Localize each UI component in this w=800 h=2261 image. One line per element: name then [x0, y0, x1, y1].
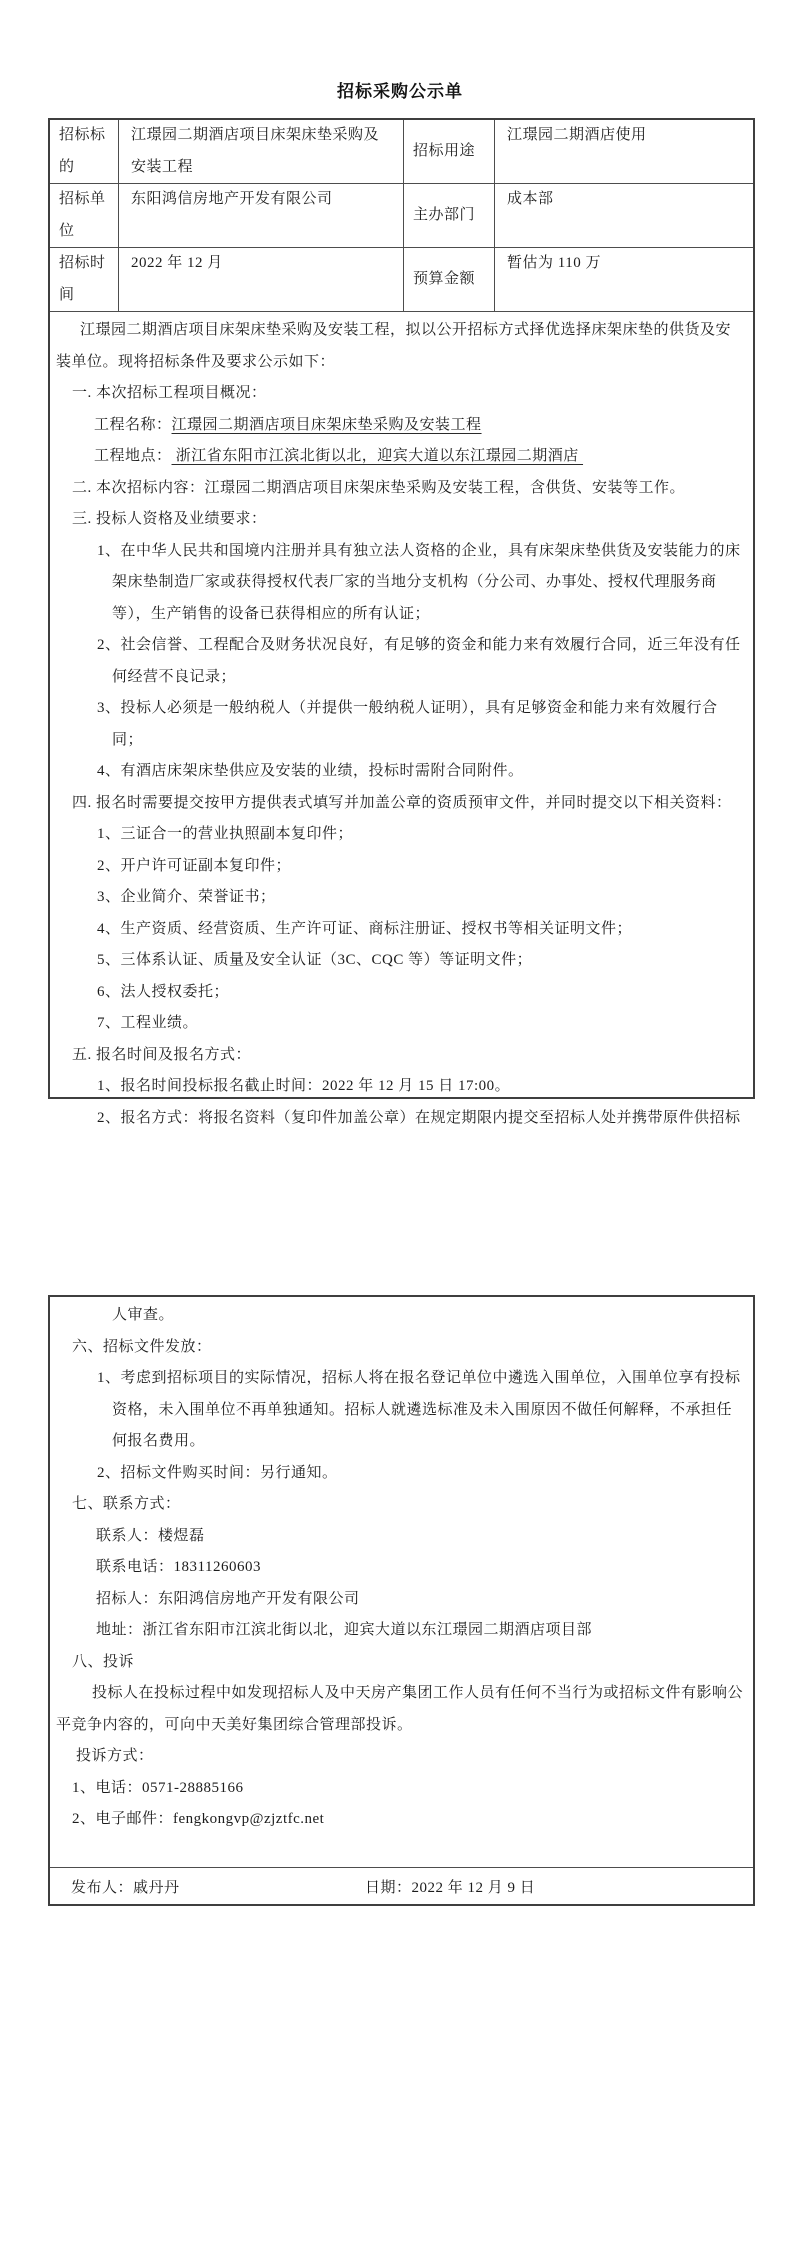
page2-body: [50, 1297, 753, 1867]
info-label-tender-unit: 招标单位: [50, 184, 119, 248]
project-site-value: 浙江省东阳市江滨北街以北，迎宾大道以东江璟园二期酒店: [171, 448, 584, 464]
complaint-paragraph: 投标人在投标过程中如发现招标人及中天房产集团工作人员有任何不当行为或招标文件有影响公平竞争内容的，可向中天美好集团综合管理部投诉。: [56, 1685, 744, 1733]
section3-item: 3、投标人必须是一般纳税人（并提供一般纳税人证明），具有足够资金和能力来有效履行合同；: [97, 700, 718, 748]
publisher: 发布人：戚丹丹: [71, 1879, 180, 1896]
info-value-purpose: 江璟园二期酒店使用: [495, 120, 753, 184]
section7-heading: 七、联系方式：: [72, 1496, 181, 1512]
section6-heading: 六、招标文件发放：: [72, 1338, 212, 1355]
tenderer-line: 招标人：东阳鸿信房地产开发有限公司: [96, 1590, 360, 1607]
section3-heading: 三. 投标人资格及业绩要求：: [72, 511, 267, 527]
publish-date: 日期：2022 年 12 月 9 日: [365, 1879, 536, 1896]
section1-heading: 一. 本次招标工程项目概况：: [72, 385, 267, 401]
page2-table: [48, 1295, 755, 1906]
info-value-tender-unit: 东阳鸿信房地产开发有限公司: [119, 184, 404, 248]
section5-heading: 五. 报名时间及报名方式：: [72, 1046, 252, 1063]
section8-heading: 八、投诉: [72, 1653, 135, 1670]
info-label-budget: 预算金额: [404, 248, 495, 312]
section4-item: 6、法人授权委托；: [97, 983, 230, 1000]
contact-phone-line: 联系电话：18311260603: [96, 1559, 261, 1575]
section4-item: 1、三证合一的营业执照副本复印件；: [97, 826, 354, 842]
info-label-subject: 招标标的: [50, 120, 119, 184]
section3-item: 4、有酒店床架床垫供应及安装的业绩，投标时需附合同附件。: [97, 763, 524, 779]
section3-item: 1、在中华人民共和国境内注册并具有独立法人资格的企业，具有床架床垫供货及安装能力的床架床垫制造厂家或获得授权代表厂家的当地分支机构（分公司、办事处、授权代理服务商等），生产销售的设备已获得相应的所有认证；: [97, 542, 741, 622]
section4-heading: 四. 报名时需要提交按甲方提供表式填写并加盖公章的资质预审文件，并同时提交以下相关资料：: [72, 794, 732, 811]
section4-item: 7、工程业绩。: [97, 1015, 199, 1031]
section4-item: 4、生产资质、经营资质、生产许可证、商标注册证、授权书等相关证明文件；: [97, 920, 633, 937]
section6-item: 2、招标文件购买时间：另行通知。: [97, 1464, 338, 1481]
intro-paragraph: 江璟园二期酒店项目床架床垫采购及安装工程，拟以公开招标方式择优选择床架床垫的供货及安装单位。现将招标条件及要求公示如下：: [56, 322, 732, 370]
section6-item: 1、考虑到招标项目的实际情况，招标人将在报名登记单位中遴选入围单位，入围单位享有投标资格，未入围单位不再单独通知。招标人就遴选标准及未入围原因不做任何解释，不承担任何报名费用。: [97, 1370, 741, 1449]
complaint-method-heading: 投诉方式：: [76, 1748, 154, 1764]
complaint-phone-line: 1、电话：0571-28885166: [72, 1779, 244, 1796]
info-value-host-department: 成本部: [495, 184, 753, 248]
continuation-line: 人审查。: [112, 1307, 175, 1323]
info-value-subject: 江璟园二期酒店项目床架床垫采购及安装工程: [119, 120, 404, 184]
page1-body: [50, 312, 753, 1126]
section4-item: 5、三体系认证、质量及安全认证（3C、CQC 等）等证明文件；: [97, 952, 533, 968]
complaint-email-line: 2、电子邮件：fengkongvp@zjztfc.net: [72, 1811, 325, 1827]
address-line: 地址：浙江省东阳市江滨北街以北，迎宾大道以东江璟园二期酒店项目部: [96, 1622, 593, 1638]
project-name-line: [56, 410, 745, 442]
section2-heading: 二. 本次招标内容：江璟园二期酒店项目床架床垫采购及安装工程，含供货、安装等工作。: [72, 479, 686, 496]
page1-table: [48, 118, 755, 1126]
info-label-tender-time: 招标时间: [50, 248, 119, 312]
info-value-tender-time: 2022 年 12 月: [119, 248, 404, 312]
section5-item: 2、报名方式：将报名资料（复印件加盖公章）在规定期限内提交至招标人处并携带原件供招标: [97, 1109, 741, 1126]
info-label-purpose: 招标用途: [404, 120, 495, 184]
project-name-label: 工程名称：: [94, 416, 172, 433]
section3-item: 2、社会信誉、工程配合及财务状况良好，有足够的资金和能力来有效履行合同，近三年没有任何经营不良记录；: [97, 637, 741, 685]
footer-row: [50, 1867, 753, 1904]
info-label-host-department: 主办部门: [404, 184, 495, 248]
info-value-budget: 暂估为 110 万: [495, 248, 753, 312]
info-table: [50, 120, 753, 312]
project-site-label: 工程地点：: [94, 448, 172, 464]
section4-item: 2、开户许可证副本复印件；: [97, 857, 292, 874]
section5-item: 1、报名时间投标报名截止时间：2022 年 12 月 15 日 17:00。: [97, 1078, 511, 1094]
contact-person-line: 联系人：楼煜磊: [96, 1527, 205, 1544]
project-site-line: [56, 441, 745, 473]
section4-item: 3、企业简介、荣誉证书；: [97, 889, 276, 905]
project-name-value: 江璟园二期酒店项目床架床垫采购及安装工程: [171, 416, 482, 433]
doc-title: 招标采购公示单: [337, 82, 463, 101]
